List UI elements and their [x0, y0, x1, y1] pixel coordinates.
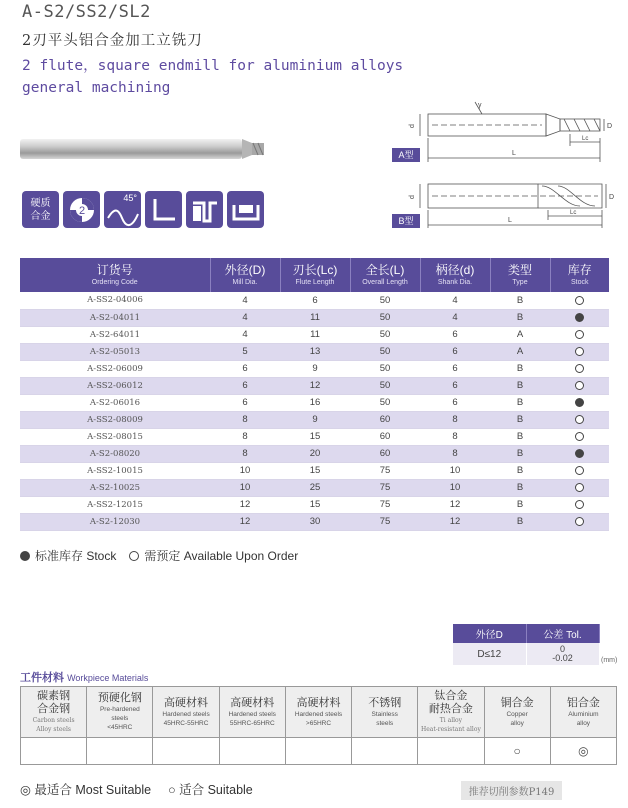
stock-open-icon	[575, 296, 584, 305]
drawing-b-D: D	[609, 194, 615, 201]
stock-open-icon	[575, 330, 584, 339]
cell-code: A-SS2-06009	[20, 360, 210, 377]
tol-unit: (mm)	[601, 657, 618, 664]
cell-Lc: 15	[280, 428, 350, 445]
cell-D: 8	[210, 428, 280, 445]
cell-stock	[550, 513, 609, 530]
spec-col-header: 外径(D) Mill Dia.	[210, 258, 280, 292]
workpiece-col-header	[352, 687, 418, 738]
cell-D: 10	[210, 479, 280, 496]
cell-stock	[550, 428, 609, 445]
workpiece-col-header	[219, 687, 285, 738]
cell-Lc: 6	[280, 292, 350, 309]
cell-code: A-SS2-10015	[20, 462, 210, 479]
cell-stock	[550, 377, 609, 394]
cell-stock	[550, 479, 609, 496]
cell-stock	[550, 292, 609, 309]
cell-d: 10	[420, 462, 490, 479]
cell-L: 50	[350, 377, 420, 394]
spec-col-header: 类型 Type	[490, 258, 550, 292]
cell-L: 50	[350, 360, 420, 377]
slot-icon	[227, 191, 264, 228]
workpiece-cn: 不锈钢	[368, 696, 402, 709]
workpiece-cn: 高硬材料	[164, 696, 209, 709]
cell-L: 60	[350, 411, 420, 428]
workpiece-cn: 碳素钢 合金钢	[37, 690, 71, 715]
spec-table-row	[20, 377, 609, 394]
cell-D: 5	[210, 343, 280, 360]
workpiece-en: Stainless steels	[371, 710, 398, 727]
carbide-icon: 硬质 合金	[22, 191, 59, 228]
cell-code: A-SS2-08009	[20, 411, 210, 428]
spec-table-row	[20, 462, 609, 479]
type-a-badge: A型	[398, 150, 414, 160]
endmill-photo	[20, 138, 266, 160]
spec-table-row	[20, 445, 609, 462]
workpiece-col-header	[87, 687, 153, 738]
legend-suitable: ○ 适合 Suitable	[168, 783, 253, 797]
cell-type: B	[490, 462, 550, 479]
drawing-a-L: L	[512, 150, 516, 157]
cell-code: A-SS2-04006	[20, 292, 210, 309]
spec-table-row	[20, 326, 609, 343]
workpiece-en: Ti alloy Heat-resistant alloy	[420, 717, 481, 733]
cell-d: 6	[420, 377, 490, 394]
cell-Lc: 13	[280, 343, 350, 360]
workpiece-suitability: ○	[484, 738, 550, 765]
product-code: A-S2/SS2/SL2	[22, 2, 151, 22]
cell-L: 60	[350, 445, 420, 462]
cell-stock	[550, 462, 609, 479]
tol-head-d: 外径D	[453, 624, 526, 643]
cell-d: 4	[420, 292, 490, 309]
helix-angle-label: 45°	[123, 193, 137, 203]
title-block	[22, 2, 403, 99]
cell-stock	[550, 496, 609, 513]
cell-code: A-S2-64011	[20, 326, 210, 343]
workpiece-suitability: ◎	[550, 738, 616, 765]
cell-L: 75	[350, 513, 420, 530]
cell-code: A-S2-05013	[20, 343, 210, 360]
cell-stock	[550, 445, 609, 462]
cell-L: 50	[350, 394, 420, 411]
cell-type: B	[490, 411, 550, 428]
spec-table-header	[20, 258, 609, 292]
cell-D: 4	[210, 326, 280, 343]
cell-Lc: 20	[280, 445, 350, 462]
drawing-a-d: d	[409, 124, 416, 128]
cell-code: A-SS2-12015	[20, 496, 210, 513]
spec-table-row	[20, 394, 609, 411]
two-flute-icon	[63, 191, 100, 228]
cell-D: 8	[210, 445, 280, 462]
cell-code: A-S2-08020	[20, 445, 210, 462]
stock-filled-icon	[575, 449, 584, 458]
cell-Lc: 16	[280, 394, 350, 411]
workpiece-table	[20, 686, 617, 765]
cell-type: B	[490, 360, 550, 377]
stock-filled-icon	[20, 551, 30, 561]
stock-open-icon	[575, 500, 584, 509]
cell-Lc: 25	[280, 479, 350, 496]
spec-col-header: 柄径(d) Shank Dia.	[420, 258, 490, 292]
cell-type: B	[490, 377, 550, 394]
workpiece-en: Carbon steels Alloy steels	[32, 717, 75, 733]
spec-col-header: 库存 Stock	[550, 258, 609, 292]
spec-table-row	[20, 343, 609, 360]
cell-d: 6	[420, 343, 490, 360]
cell-d: 8	[420, 411, 490, 428]
spec-table-row	[20, 309, 609, 326]
workpiece-col-header	[21, 687, 87, 738]
cell-type: B	[490, 479, 550, 496]
cell-d: 4	[420, 309, 490, 326]
spec-col-header: 全长(L) Overall Length	[350, 258, 420, 292]
legend-most-suitable: ◎ 最适合 Most Suitable	[20, 783, 152, 797]
suitability-legend	[20, 780, 253, 798]
drawing-b-Lc: Lc	[570, 210, 577, 216]
product-title-en-2: general machining	[22, 80, 171, 96]
cell-D: 10	[210, 462, 280, 479]
type-b-badge: B型	[398, 216, 414, 226]
cell-type: B	[490, 394, 550, 411]
cell-D: 12	[210, 496, 280, 513]
workpiece-cn: 预硬化钢	[97, 692, 142, 704]
cell-Lc: 30	[280, 513, 350, 530]
cell-D: 6	[210, 394, 280, 411]
cell-type: B	[490, 292, 550, 309]
drawing-a-angle: γ	[478, 102, 482, 109]
cell-Lc: 9	[280, 360, 350, 377]
flute-count: 2	[78, 204, 85, 217]
cell-type: B	[490, 513, 550, 530]
workpiece-col-header	[418, 687, 484, 738]
stock-open-icon	[575, 381, 584, 390]
workpiece-suitability	[219, 738, 285, 765]
cutting-params-ref: 推荐切削参数P149	[461, 781, 562, 800]
workpiece-en: Copper alloy	[506, 710, 528, 727]
cell-d: 6	[420, 360, 490, 377]
helix-45-icon	[104, 191, 141, 228]
workpiece-col-header	[550, 687, 616, 738]
tol-d-value: D≤12	[453, 643, 526, 665]
workpiece-cn: 钛合金 耐热合金	[428, 690, 473, 715]
cell-D: 6	[210, 377, 280, 394]
cell-type: A	[490, 343, 550, 360]
legend-stock: 标准库存 Stock	[35, 549, 117, 563]
workpiece-suitability	[352, 738, 418, 765]
workpiece-suitability	[21, 738, 87, 765]
cell-Lc: 15	[280, 462, 350, 479]
cell-L: 50	[350, 326, 420, 343]
cell-type: B	[490, 428, 550, 445]
cell-d: 10	[420, 479, 490, 496]
cell-L: 50	[350, 309, 420, 326]
spec-table-row	[20, 411, 609, 428]
cell-code: A-SS2-08015	[20, 428, 210, 445]
drawing-b-L: L	[508, 217, 512, 224]
stock-open-icon	[575, 415, 584, 424]
spec-table-row	[20, 292, 609, 309]
cell-D: 6	[210, 360, 280, 377]
product-title-cn: 2刃平头铝合金加工立铣刀	[22, 33, 203, 49]
cell-Lc: 11	[280, 326, 350, 343]
cell-stock	[550, 326, 609, 343]
feature-icon-row	[22, 191, 264, 228]
stock-open-icon	[575, 483, 584, 492]
stock-open-icon	[575, 364, 584, 373]
cell-L: 75	[350, 496, 420, 513]
stock-legend	[20, 547, 298, 564]
cell-type: B	[490, 309, 550, 326]
spec-table	[20, 258, 609, 531]
stock-open-icon	[575, 466, 584, 475]
workpiece-suitability	[285, 738, 351, 765]
tolerance-table	[453, 624, 600, 665]
workpiece-en: Hardened steels 55HRC-65HRC	[228, 710, 276, 727]
workpiece-cn: 铝合金	[566, 696, 600, 709]
cell-Lc: 15	[280, 496, 350, 513]
square-end-icon	[145, 191, 182, 228]
cell-Lc: 12	[280, 377, 350, 394]
cell-D: 4	[210, 309, 280, 326]
cell-stock	[550, 309, 609, 326]
stock-open-icon	[575, 517, 584, 526]
legend-order: 需预定 Available Upon Order	[144, 549, 299, 563]
spec-col-header: 订货号 Ordering Code	[20, 258, 210, 292]
workpiece-col-header	[285, 687, 351, 738]
cell-d: 6	[420, 394, 490, 411]
cell-Lc: 11	[280, 309, 350, 326]
spec-table-row	[20, 428, 609, 445]
tol-value: 0 -0.02	[526, 643, 599, 665]
cell-d: 6	[420, 326, 490, 343]
workpiece-suitability	[418, 738, 484, 765]
cell-L: 75	[350, 479, 420, 496]
spec-table-row	[20, 360, 609, 377]
cell-d: 8	[420, 428, 490, 445]
cell-code: A-S2-10025	[20, 479, 210, 496]
spec-table-row	[20, 496, 609, 513]
cell-d: 8	[420, 445, 490, 462]
spec-col-header: 刃长(Lc) Flute Length	[280, 258, 350, 292]
cell-Lc: 9	[280, 411, 350, 428]
cell-D: 12	[210, 513, 280, 530]
stock-filled-icon	[575, 398, 584, 407]
cell-L: 60	[350, 428, 420, 445]
workpiece-cn: 铜合金	[500, 696, 534, 709]
drawing-a-D: D	[607, 123, 613, 130]
cell-code: A-S2-06016	[20, 394, 210, 411]
workpiece-en: Hardened steels 45HRC-55HRC	[162, 710, 210, 727]
drawing-a-Lc: Lc	[582, 136, 589, 142]
cell-stock	[550, 343, 609, 360]
spec-table-row	[20, 479, 609, 496]
product-title-en-1: 2 flute，square endmill for aluminium alloys	[22, 58, 404, 74]
workpiece-col-header	[153, 687, 219, 738]
workpiece-en: Aluminium alloy	[568, 710, 599, 727]
cell-D: 4	[210, 292, 280, 309]
cell-d: 12	[420, 496, 490, 513]
corner-step-icon	[186, 191, 223, 228]
cell-code: A-S2-04011	[20, 309, 210, 326]
workpiece-col-header	[484, 687, 550, 738]
workpiece-cn: 高硬材料	[296, 696, 341, 709]
cell-stock	[550, 411, 609, 428]
cell-type: A	[490, 326, 550, 343]
spec-table-row	[20, 513, 609, 530]
cell-stock	[550, 394, 609, 411]
cell-code: A-S2-12030	[20, 513, 210, 530]
tol-head-tol: 公差 Tol.	[526, 624, 599, 643]
cell-L: 50	[350, 292, 420, 309]
cell-d: 12	[420, 513, 490, 530]
workpiece-suitability	[153, 738, 219, 765]
workpiece-suitability	[87, 738, 153, 765]
cell-stock	[550, 360, 609, 377]
workpiece-cn: 高硬材料	[230, 696, 275, 709]
cell-L: 75	[350, 462, 420, 479]
cell-D: 8	[210, 411, 280, 428]
stock-open-icon	[129, 551, 139, 561]
stock-open-icon	[575, 432, 584, 441]
drawing-b-d: d	[409, 195, 416, 199]
cell-L: 50	[350, 343, 420, 360]
workpiece-en: Hardened steels >65HRC	[294, 710, 343, 727]
workpiece-en: Pre-hardened steels <45HRC	[99, 706, 140, 731]
stock-filled-icon	[575, 313, 584, 322]
cell-type: B	[490, 496, 550, 513]
workpiece-title: 工件材料 Workpiece Materials	[20, 672, 149, 684]
technical-drawings	[390, 98, 620, 236]
stock-open-icon	[575, 347, 584, 356]
cell-type: B	[490, 445, 550, 462]
cell-code: A-SS2-06012	[20, 377, 210, 394]
